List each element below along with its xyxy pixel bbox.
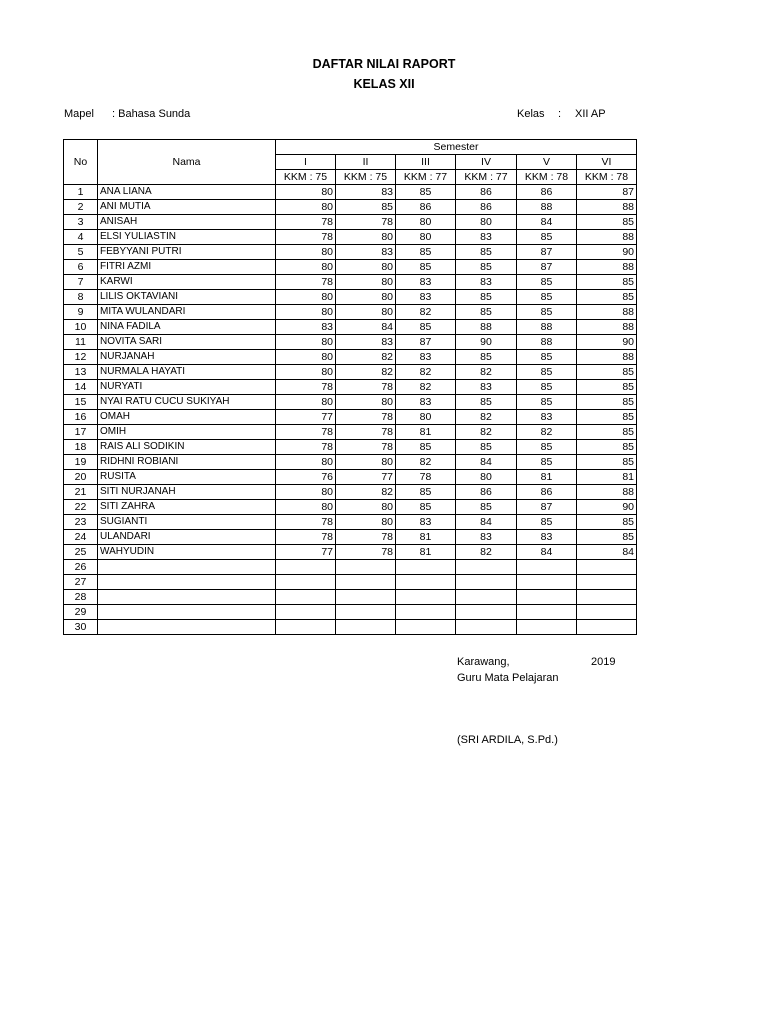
grade-semester-5: 86: [517, 185, 577, 200]
student-name: NOVITA SARI: [98, 335, 276, 350]
grade-semester-3: 83: [396, 275, 456, 290]
grade-semester-6: 85: [577, 380, 637, 395]
row-number: 27: [64, 575, 98, 590]
grade-semester-3: [396, 590, 456, 605]
header-semester: Semester: [276, 140, 637, 155]
grade-semester-4: 85: [456, 350, 517, 365]
grade-semester-1: 76: [276, 470, 336, 485]
grade-semester-1: 78: [276, 425, 336, 440]
grade-semester-4: 80: [456, 470, 517, 485]
student-name: NINA FADILA: [98, 320, 276, 335]
grade-semester-6: 85: [577, 275, 637, 290]
grade-semester-4: 85: [456, 395, 517, 410]
row-number: 10: [64, 320, 98, 335]
grade-semester-4: 84: [456, 455, 517, 470]
grade-semester-2: 85: [336, 200, 396, 215]
grade-semester-6: 88: [577, 230, 637, 245]
signature-place: Karawang,: [457, 656, 510, 668]
row-number: 19: [64, 455, 98, 470]
grade-semester-4: 85: [456, 260, 517, 275]
grade-semester-2: 78: [336, 425, 396, 440]
grade-semester-4: 83: [456, 275, 517, 290]
grade-semester-5: 88: [517, 320, 577, 335]
row-number: 29: [64, 605, 98, 620]
table-row: [64, 560, 637, 575]
grade-semester-4: [456, 560, 517, 575]
grade-semester-4: 86: [456, 485, 517, 500]
grade-semester-3: [396, 620, 456, 635]
student-name: FEBYYANI PUTRI: [98, 245, 276, 260]
row-number: 15: [64, 395, 98, 410]
row-number: 5: [64, 245, 98, 260]
student-name: MITA WULANDARI: [98, 305, 276, 320]
grade-semester-2: 84: [336, 320, 396, 335]
grade-semester-5: 83: [517, 410, 577, 425]
grade-semester-3: [396, 575, 456, 590]
grade-semester-2: 78: [336, 380, 396, 395]
table-row: [64, 200, 637, 215]
table-row: [64, 545, 637, 560]
table-row: [64, 395, 637, 410]
grade-semester-6: 85: [577, 515, 637, 530]
student-name: KARWI: [98, 275, 276, 290]
grade-semester-4: 86: [456, 200, 517, 215]
grade-semester-2: 78: [336, 215, 396, 230]
table-row: [64, 260, 637, 275]
grade-semester-5: 81: [517, 470, 577, 485]
grade-semester-1: 80: [276, 485, 336, 500]
grade-semester-6: 87: [577, 185, 637, 200]
student-name: ELSI YULIASTIN: [98, 230, 276, 245]
grade-semester-3: 82: [396, 305, 456, 320]
grade-semester-5: 82: [517, 425, 577, 440]
table-row: [64, 350, 637, 365]
grade-semester-4: 82: [456, 545, 517, 560]
row-number: 18: [64, 440, 98, 455]
grade-semester-3: 81: [396, 425, 456, 440]
table-row: [64, 575, 637, 590]
header-kkm-2: KKM : 75: [336, 170, 396, 185]
grade-semester-2: 80: [336, 515, 396, 530]
grade-semester-6: 88: [577, 260, 637, 275]
grade-semester-6: 85: [577, 425, 637, 440]
grade-semester-4: [456, 620, 517, 635]
header-kkm-4: KKM : 77: [456, 170, 517, 185]
table-row: [64, 485, 637, 500]
grade-semester-5: 85: [517, 350, 577, 365]
row-number: 9: [64, 305, 98, 320]
row-number: 23: [64, 515, 98, 530]
table-row: [64, 620, 637, 635]
grade-semester-2: 82: [336, 485, 396, 500]
grade-semester-3: 83: [396, 395, 456, 410]
row-number: 30: [64, 620, 98, 635]
grade-semester-1: 78: [276, 515, 336, 530]
grade-semester-6: 85: [577, 395, 637, 410]
grade-semester-6: 85: [577, 365, 637, 380]
header-no: No: [64, 140, 98, 185]
row-number: 2: [64, 200, 98, 215]
grade-semester-1: 80: [276, 500, 336, 515]
row-number: 21: [64, 485, 98, 500]
grade-semester-1: 80: [276, 305, 336, 320]
grade-semester-6: [577, 605, 637, 620]
grade-semester-5: 87: [517, 500, 577, 515]
grade-semester-3: 78: [396, 470, 456, 485]
mapel-value: : Bahasa Sunda: [112, 108, 191, 120]
kelas-label: Kelas: [517, 108, 545, 120]
grade-semester-5: 84: [517, 545, 577, 560]
table-row: [64, 185, 637, 200]
grade-semester-1: 77: [276, 545, 336, 560]
grade-semester-5: [517, 605, 577, 620]
student-name: RUSITA: [98, 470, 276, 485]
grade-semester-1: 80: [276, 260, 336, 275]
grade-semester-3: 81: [396, 545, 456, 560]
row-number: 17: [64, 425, 98, 440]
grade-semester-2: 83: [336, 335, 396, 350]
grade-semester-1: 80: [276, 335, 336, 350]
grade-semester-2: 77: [336, 470, 396, 485]
student-name: NURMALA HAYATI: [98, 365, 276, 380]
grade-semester-1: [276, 560, 336, 575]
mapel-label: Mapel: [64, 108, 94, 120]
grade-semester-4: 85: [456, 305, 517, 320]
grade-semester-5: 84: [517, 215, 577, 230]
grade-semester-3: 85: [396, 500, 456, 515]
grade-semester-6: 88: [577, 305, 637, 320]
student-name: NURJANAH: [98, 350, 276, 365]
student-name: FITRI AZMI: [98, 260, 276, 275]
grade-semester-2: [336, 560, 396, 575]
table-row: [64, 530, 637, 545]
grade-semester-3: 81: [396, 530, 456, 545]
student-name: OMIH: [98, 425, 276, 440]
grade-semester-3: 85: [396, 245, 456, 260]
grade-semester-6: 85: [577, 215, 637, 230]
grade-semester-3: [396, 605, 456, 620]
grade-semester-6: 85: [577, 290, 637, 305]
grade-semester-5: 85: [517, 380, 577, 395]
grade-semester-2: 80: [336, 455, 396, 470]
grade-semester-6: 88: [577, 200, 637, 215]
grade-semester-1: 78: [276, 440, 336, 455]
grade-semester-4: [456, 575, 517, 590]
student-name: SUGIANTI: [98, 515, 276, 530]
student-name: WAHYUDIN: [98, 545, 276, 560]
grade-semester-6: 88: [577, 485, 637, 500]
grade-semester-2: 80: [336, 260, 396, 275]
grade-semester-5: 86: [517, 485, 577, 500]
grade-semester-5: 85: [517, 305, 577, 320]
grade-semester-2: 78: [336, 440, 396, 455]
header-kkm-5: KKM : 78: [517, 170, 577, 185]
grade-semester-2: 78: [336, 545, 396, 560]
grade-semester-1: 80: [276, 455, 336, 470]
grade-semester-1: 78: [276, 275, 336, 290]
grade-semester-6: 88: [577, 350, 637, 365]
grade-semester-5: 83: [517, 530, 577, 545]
grade-semester-2: [336, 605, 396, 620]
grade-semester-3: 83: [396, 515, 456, 530]
student-name: SITI ZAHRA: [98, 500, 276, 515]
grade-semester-4: [456, 605, 517, 620]
grade-semester-1: 78: [276, 380, 336, 395]
table-row: [64, 215, 637, 230]
row-number: 6: [64, 260, 98, 275]
grade-semester-3: 82: [396, 365, 456, 380]
grade-semester-3: 83: [396, 290, 456, 305]
grade-semester-2: 80: [336, 230, 396, 245]
grade-semester-3: 80: [396, 215, 456, 230]
student-name: NURYATI: [98, 380, 276, 395]
header-semester-3: III: [396, 155, 456, 170]
row-number: 13: [64, 365, 98, 380]
grade-semester-5: 85: [517, 275, 577, 290]
table-row: [64, 410, 637, 425]
grade-semester-1: 78: [276, 215, 336, 230]
document-title: DAFTAR NILAI RAPORT: [312, 57, 456, 71]
signature-name: (SRI ARDILA, S.Pd.): [457, 734, 558, 746]
grade-semester-2: 82: [336, 365, 396, 380]
grade-semester-4: 85: [456, 500, 517, 515]
header-semester-6: VI: [577, 155, 637, 170]
grade-semester-6: 85: [577, 440, 637, 455]
student-name: [98, 560, 276, 575]
grade-semester-5: 85: [517, 395, 577, 410]
grade-semester-3: 80: [396, 410, 456, 425]
student-name: LILIS OKTAVIANI: [98, 290, 276, 305]
grade-semester-2: 80: [336, 305, 396, 320]
grade-semester-1: 80: [276, 185, 336, 200]
row-number: 11: [64, 335, 98, 350]
student-name: OMAH: [98, 410, 276, 425]
table-row: [64, 515, 637, 530]
grade-semester-4: 84: [456, 515, 517, 530]
header-kkm-6: KKM : 78: [577, 170, 637, 185]
grade-semester-3: 82: [396, 455, 456, 470]
grade-semester-2: 80: [336, 275, 396, 290]
row-number: 7: [64, 275, 98, 290]
grade-semester-4: 82: [456, 425, 517, 440]
grade-semester-3: 85: [396, 185, 456, 200]
grade-semester-2: [336, 575, 396, 590]
grade-semester-5: 85: [517, 230, 577, 245]
row-number: 8: [64, 290, 98, 305]
header-semester-1: I: [276, 155, 336, 170]
grade-semester-3: 85: [396, 485, 456, 500]
grade-semester-1: 80: [276, 245, 336, 260]
grade-semester-4: 85: [456, 440, 517, 455]
student-name: ANA LIANA: [98, 185, 276, 200]
grade-semester-5: [517, 560, 577, 575]
grade-semester-6: 85: [577, 410, 637, 425]
header-kkm-1: KKM : 75: [276, 170, 336, 185]
table-row: [64, 470, 637, 485]
grade-semester-6: [577, 560, 637, 575]
table-row: [64, 500, 637, 515]
row-number: 4: [64, 230, 98, 245]
student-name: RAIS ALI SODIKIN: [98, 440, 276, 455]
grades-table: [63, 139, 637, 635]
grade-semester-5: 87: [517, 260, 577, 275]
header-nama: Nama: [98, 140, 276, 185]
grade-semester-1: 77: [276, 410, 336, 425]
row-number: 3: [64, 215, 98, 230]
grade-semester-4: 88: [456, 320, 517, 335]
grade-semester-6: 90: [577, 500, 637, 515]
grade-semester-4: 85: [456, 245, 517, 260]
grade-semester-5: 85: [517, 440, 577, 455]
grade-semester-6: 90: [577, 245, 637, 260]
student-name: RIDHNI ROBIANI: [98, 455, 276, 470]
student-name: ANISAH: [98, 215, 276, 230]
grade-semester-4: 83: [456, 530, 517, 545]
grade-semester-5: [517, 575, 577, 590]
grade-semester-2: 78: [336, 530, 396, 545]
grade-semester-2: [336, 620, 396, 635]
grade-semester-2: 80: [336, 290, 396, 305]
student-name: [98, 620, 276, 635]
table-row: [64, 230, 637, 245]
student-name: ULANDARI: [98, 530, 276, 545]
grade-semester-6: [577, 590, 637, 605]
table-row: [64, 275, 637, 290]
grade-semester-2: 83: [336, 245, 396, 260]
grade-semester-5: 87: [517, 245, 577, 260]
grade-semester-5: 85: [517, 365, 577, 380]
header-kkm-3: KKM : 77: [396, 170, 456, 185]
student-name: [98, 605, 276, 620]
grade-semester-3: 83: [396, 350, 456, 365]
table-row: [64, 455, 637, 470]
grade-semester-2: [336, 590, 396, 605]
row-number: 20: [64, 470, 98, 485]
table-row: [64, 605, 637, 620]
kelas-value: XII AP: [575, 108, 606, 120]
grade-semester-3: 85: [396, 320, 456, 335]
grade-semester-1: 80: [276, 200, 336, 215]
grade-semester-1: 80: [276, 365, 336, 380]
grade-semester-6: 85: [577, 455, 637, 470]
grade-semester-4: 83: [456, 230, 517, 245]
row-number: 28: [64, 590, 98, 605]
row-number: 14: [64, 380, 98, 395]
grade-semester-1: 78: [276, 530, 336, 545]
grade-semester-1: [276, 575, 336, 590]
grade-semester-1: 80: [276, 395, 336, 410]
table-row: [64, 365, 637, 380]
table-row: [64, 320, 637, 335]
grade-semester-1: 80: [276, 350, 336, 365]
student-name: [98, 575, 276, 590]
grade-semester-1: [276, 620, 336, 635]
grade-semester-3: 85: [396, 440, 456, 455]
grade-semester-4: [456, 590, 517, 605]
student-name: NYAI RATU CUCU SUKIYAH: [98, 395, 276, 410]
table-row: [64, 305, 637, 320]
table-row: [64, 245, 637, 260]
grade-semester-2: 83: [336, 185, 396, 200]
student-name: ANI MUTIA: [98, 200, 276, 215]
grade-semester-1: 78: [276, 230, 336, 245]
grade-semester-5: 88: [517, 335, 577, 350]
grade-semester-4: 85: [456, 290, 517, 305]
grade-semester-4: 86: [456, 185, 517, 200]
grade-semester-6: 81: [577, 470, 637, 485]
grade-semester-3: 82: [396, 380, 456, 395]
table-row: [64, 380, 637, 395]
table-row: [64, 590, 637, 605]
grade-semester-6: 84: [577, 545, 637, 560]
table-row: [64, 290, 637, 305]
grade-semester-2: 80: [336, 395, 396, 410]
grade-semester-3: 87: [396, 335, 456, 350]
grade-semester-6: [577, 575, 637, 590]
header-semester-2: II: [336, 155, 396, 170]
grade-semester-2: 78: [336, 410, 396, 425]
student-name: SITI NURJANAH: [98, 485, 276, 500]
row-number: 22: [64, 500, 98, 515]
row-number: 12: [64, 350, 98, 365]
grade-semester-4: 82: [456, 365, 517, 380]
header-semester-5: V: [517, 155, 577, 170]
document-subtitle: KELAS XII: [353, 77, 415, 91]
grade-semester-2: 80: [336, 500, 396, 515]
grade-semester-6: [577, 620, 637, 635]
student-name: [98, 590, 276, 605]
row-number: 24: [64, 530, 98, 545]
row-number: 16: [64, 410, 98, 425]
grade-semester-4: 83: [456, 380, 517, 395]
row-number: 1: [64, 185, 98, 200]
grade-semester-3: 80: [396, 230, 456, 245]
grade-semester-2: 82: [336, 350, 396, 365]
signature-role: Guru Mata Pelajaran: [457, 672, 559, 684]
table-row: [64, 425, 637, 440]
grade-semester-3: [396, 560, 456, 575]
table-row: [64, 335, 637, 350]
grade-semester-6: 88: [577, 320, 637, 335]
table-row: [64, 440, 637, 455]
row-number: 26: [64, 560, 98, 575]
grade-semester-4: 80: [456, 215, 517, 230]
grade-semester-3: 86: [396, 200, 456, 215]
grade-semester-4: 82: [456, 410, 517, 425]
grade-semester-1: [276, 590, 336, 605]
grade-semester-5: [517, 590, 577, 605]
signature-year: 2019: [591, 656, 616, 668]
grade-semester-6: 85: [577, 530, 637, 545]
grade-semester-5: 88: [517, 200, 577, 215]
kelas-separator: :: [558, 108, 562, 120]
grade-semester-1: [276, 605, 336, 620]
grade-semester-1: 83: [276, 320, 336, 335]
grade-semester-5: 85: [517, 455, 577, 470]
grade-semester-5: 85: [517, 515, 577, 530]
header-semester-4: IV: [456, 155, 517, 170]
grade-semester-6: 90: [577, 335, 637, 350]
table-header: [64, 140, 637, 185]
grade-semester-4: 90: [456, 335, 517, 350]
grade-semester-3: 85: [396, 260, 456, 275]
table-body: [64, 185, 637, 635]
grade-semester-5: 85: [517, 290, 577, 305]
grade-semester-5: [517, 620, 577, 635]
row-number: 25: [64, 545, 98, 560]
grade-semester-1: 80: [276, 290, 336, 305]
